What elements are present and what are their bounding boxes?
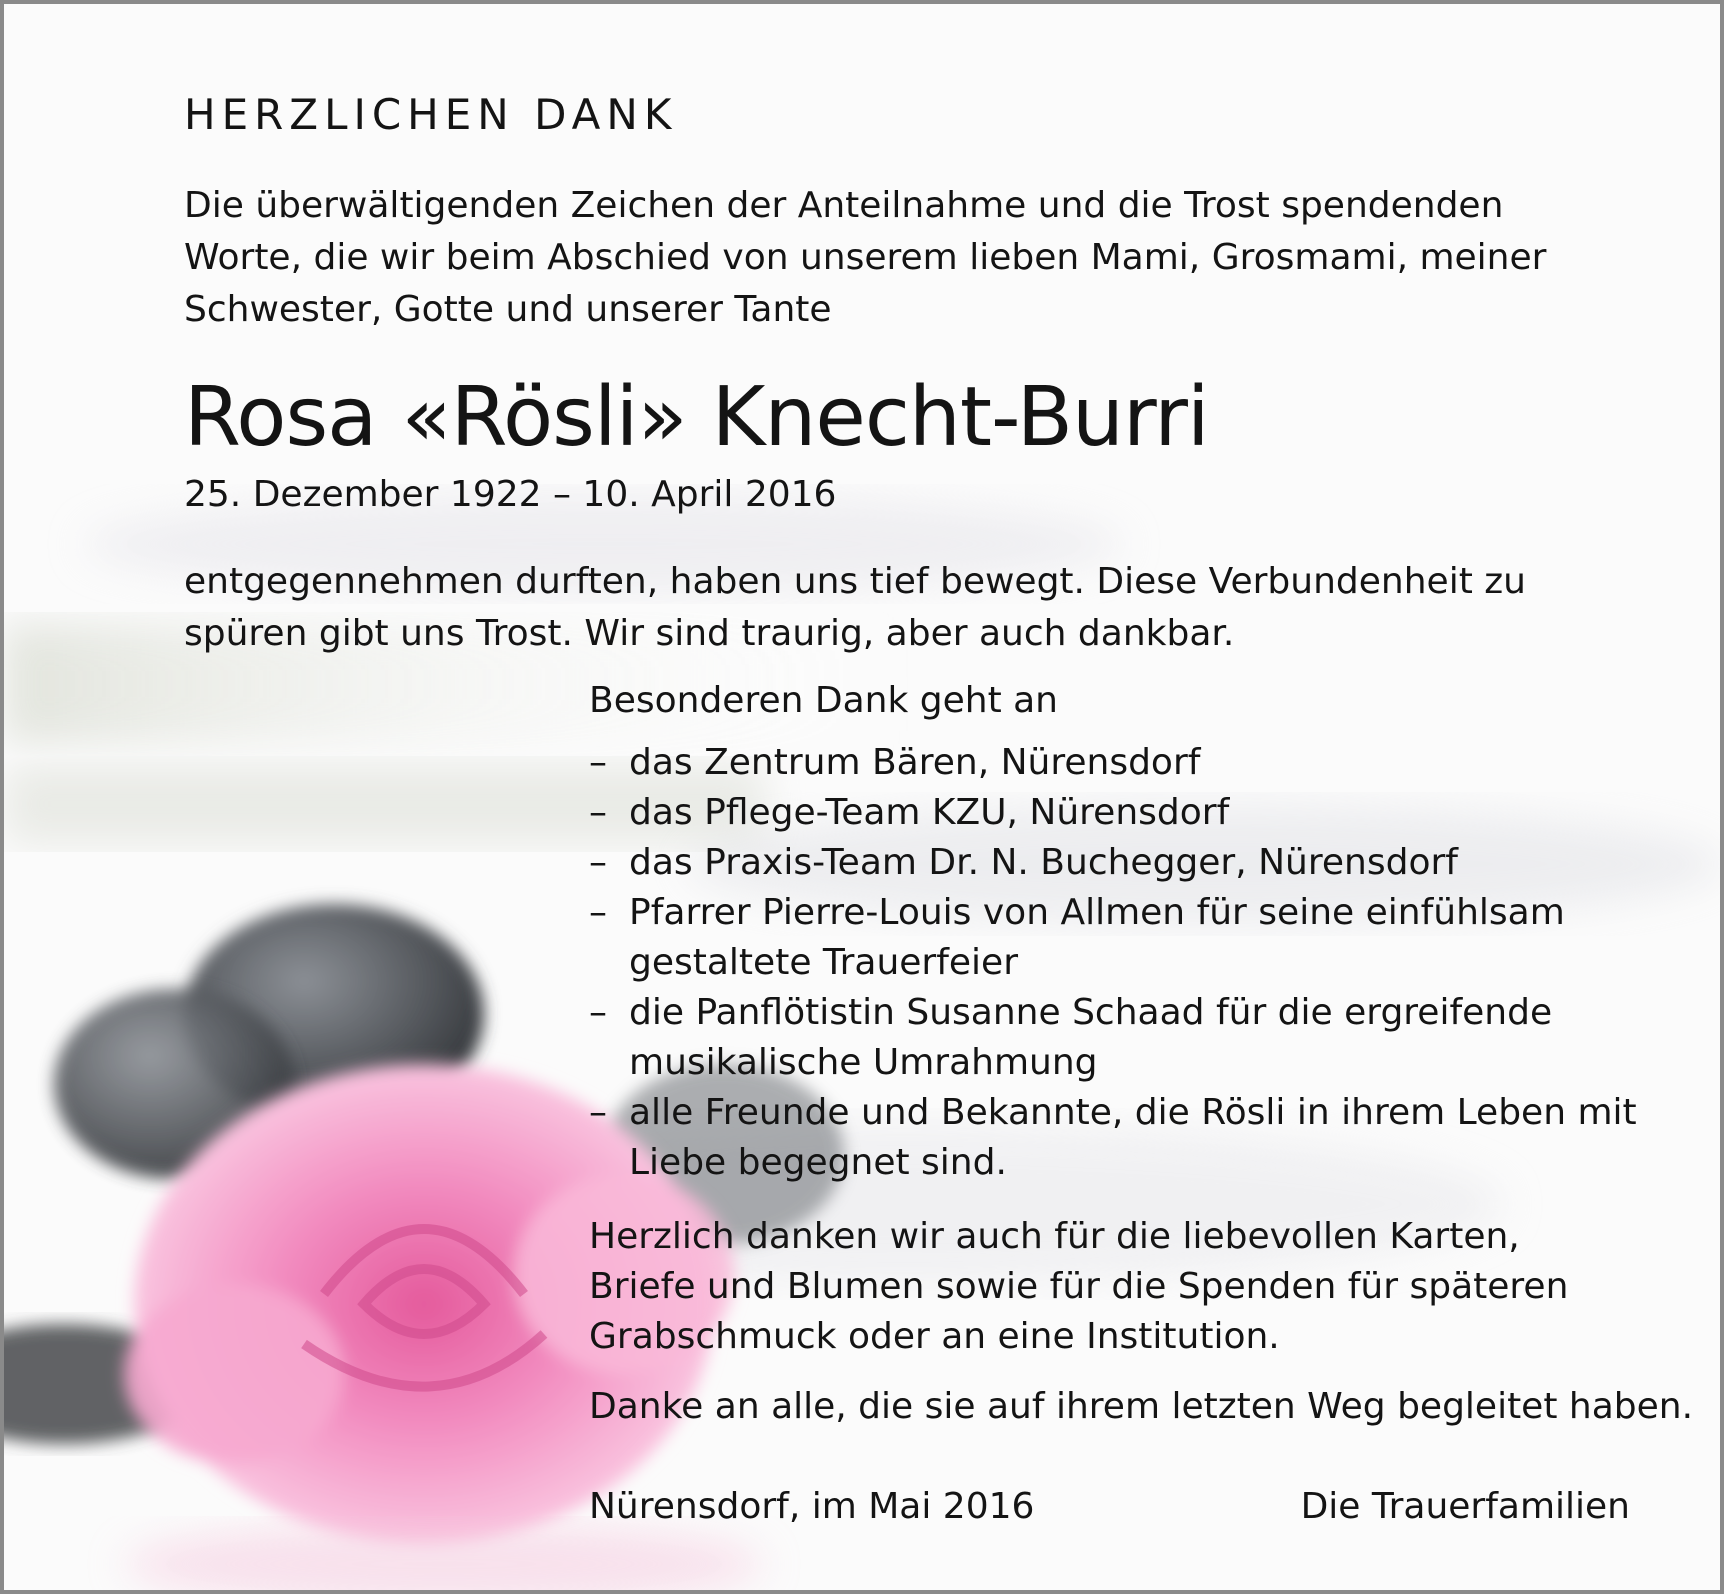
special-thanks-label: Besonderen Dank geht an [589, 680, 1059, 721]
intro-paragraph: Die überwältigenden Zeichen der Anteilnahme und die Trost spendenden Worte, die wir beim Abschied von unserem lieben Mami, Grosmami, meiner Schwester, Gotte und unserer Tante [184, 185, 1547, 330]
list-item [589, 788, 1649, 838]
signature: Die Trauerfamilien [1300, 1486, 1630, 1527]
list-dash: – [589, 892, 607, 933]
special-thanks-list [589, 738, 1649, 1188]
list-item [589, 838, 1649, 888]
list-item-text: Pfarrer Pierre-Louis von Allmen für seine einfühlsam gestaltete Trauerfeier [629, 892, 1565, 983]
list-dash: – [589, 1092, 607, 1133]
place-date: Nürensdorf, im Mai 2016 [589, 1486, 1035, 1527]
list-item-text: die Panflötistin Susanne Schaad für die ergreifende musikalische Umrahmung [629, 992, 1553, 1083]
deceased-name: Rosa «Rösli» Knecht-Burri [184, 370, 1209, 465]
list-item-text: das Pflege-Team KZU, Nürensdorf [629, 792, 1230, 833]
final-thanks-line: Danke an alle, die sie auf ihrem letzten Weg begleitet haben. [589, 1386, 1694, 1427]
list-item-text: das Zentrum Bären, Nürensdorf [629, 742, 1201, 783]
list-item [589, 738, 1649, 788]
list-item [589, 988, 1649, 1088]
notice-heading: HERZLICHEN DANK [184, 90, 678, 139]
list-dash: – [589, 792, 607, 833]
closing-paragraph: Herzlich danken wir auch für die liebevollen Karten, Briefe und Blumen sowie für die Spenden für späteren Grabschmuck oder an eine Institution. [589, 1216, 1569, 1357]
list-item-text: das Praxis-Team Dr. N. Buchegger, Nürensdorf [629, 842, 1458, 883]
list-item [589, 1088, 1649, 1188]
list-item [589, 888, 1649, 988]
notice-content [4, 4, 1720, 1590]
list-dash: – [589, 842, 607, 883]
life-dates: 25. Dezember 1922 – 10. April 2016 [184, 474, 837, 515]
list-dash: – [589, 742, 607, 783]
list-dash: – [589, 992, 607, 1033]
gratitude-paragraph: entgegennehmen durften, haben uns tief bewegt. Diese Verbundenheit zu spüren gibt uns Trost. Wir sind traurig, aber auch dankbar. [184, 561, 1526, 654]
list-item-text: alle Freunde und Bekannte, die Rösli in ihrem Leben mit Liebe begegnet sind. [629, 1092, 1637, 1183]
